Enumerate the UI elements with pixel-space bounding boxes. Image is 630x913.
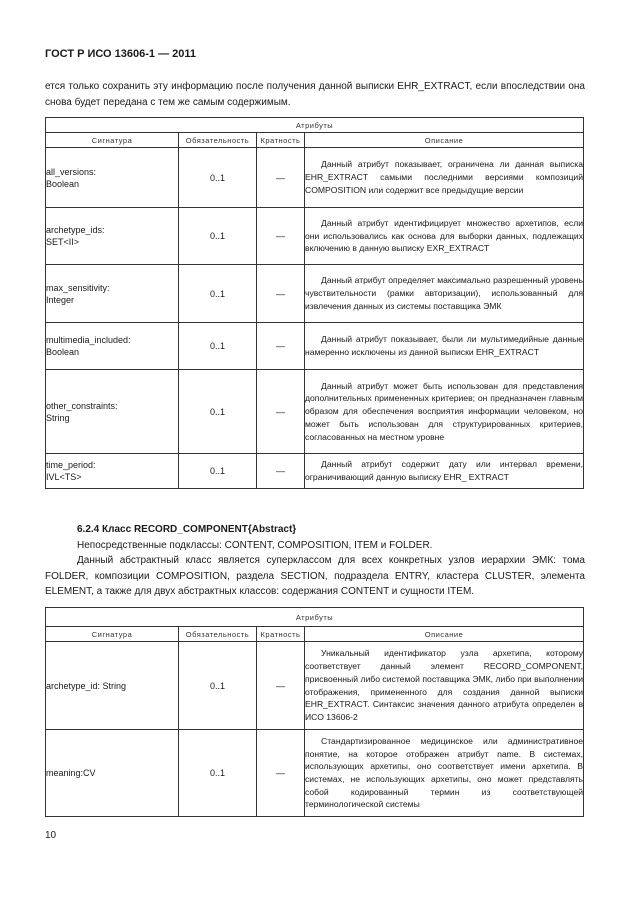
cardinality-cell: — [257, 323, 305, 370]
signature-cell: meaning:CV [46, 730, 179, 817]
table-row [46, 323, 584, 370]
signature-cell: other_constraints: String [46, 370, 179, 454]
signature-cell: multimedia_included: Boolean [46, 323, 179, 370]
description-cell: Данный атрибут может быть использован для представления дополнительных примененных критериев; он предназначен главным образом для обеспечения восприятия информации человеком, но может быть использован для структурированных критериев, согласованных на местном уровне [305, 370, 584, 454]
multiplicity-cell: 0..1 [179, 148, 257, 208]
attributes-table-record-component [45, 607, 584, 817]
multiplicity-cell: 0..1 [179, 730, 257, 817]
attributes-table-extract [45, 117, 584, 489]
multiplicity-cell: 0..1 [179, 323, 257, 370]
cardinality-cell: — [257, 208, 305, 265]
description-cell: Данный атрибут показывает, ограничена ли данная выписка EHR_EXTRACT самыми последними версиями композиций COMPOSITION или содержит все предыдущие версии [305, 148, 584, 208]
description-cell: Данный атрибут определяет максимально разрешенный уровень чувствительности (рамки авторизации), использованный для извлечения данных из системы поставщика ЭМК [305, 265, 584, 323]
table-row [46, 208, 584, 265]
table-row [46, 454, 584, 489]
column-header-multiplicity: Обязательность [179, 133, 257, 148]
cardinality-cell: — [257, 454, 305, 489]
description-cell: Стандартизированное медицинское или административное понятие, на которое отображен атрибут name. В системах, использующих архетипы, оно соответствует имени архетипа. В системах, не использующих архетипы, оно может представлять собой кодированный термин из соответствующей терминологической системы [305, 730, 584, 817]
multiplicity-cell: 0..1 [179, 265, 257, 323]
cardinality-cell: — [257, 148, 305, 208]
description-cell: Данный атрибут идентифицирует множество архетипов, если они использовались как основа для выборки данных, подлежащих включению в данную выписку EXR_EXTRACT [305, 208, 584, 265]
table-row [46, 265, 584, 323]
section-body: Данный абстрактный класс является суперклассом для всех конкретных узлов иерархии ЭМК: тома FOLDER, композиции COMPOSITION, раздела SECTION, подраздела ENTRY, кластера CLUSTER, элемента ELEMENT, а также для двух абстрактных классов: содержания CONTENT и сущности ITEM. [45, 555, 585, 597]
signature-cell: time_period: IVL<TS> [46, 454, 179, 489]
intro-paragraph: ется только сохранить эту информацию после получения данной выписки EHR_EXTRACT, если впоследствии она снова будет передана с тем же самым содержимым. [45, 81, 585, 108]
cardinality-cell: — [257, 265, 305, 323]
description-cell: Данный атрибут показывает, были ли мультимедийные данные намеренно исключены из данной выписки EHR_EXTRACT [305, 323, 584, 370]
cardinality-cell: — [257, 370, 305, 454]
cardinality-cell: — [257, 642, 305, 730]
section-6-2-4 [45, 522, 585, 600]
document-header: ГОСТ Р ИСО 13606-1 — 2011 [45, 48, 197, 60]
description-cell: Данный атрибут содержит дату или интервал времени, ограничивающий данную выписку EHR_ EXTRACT [305, 454, 584, 489]
column-header-cardinality: Кратность [257, 133, 305, 148]
table-row [46, 370, 584, 454]
table-caption: Атрибуты [46, 118, 584, 133]
page-number: 10 [45, 830, 57, 841]
signature-cell: max_sensitivity: Integer [46, 265, 179, 323]
table-caption: Атрибуты [46, 608, 584, 627]
table-row [46, 730, 584, 817]
column-header-signature: Сигнатура [46, 133, 179, 148]
signature-cell: archetype_ids: SET<II> [46, 208, 179, 265]
table-row [46, 148, 584, 208]
signature-cell: archetype_id: String [46, 642, 179, 730]
signature-cell: all_versions: Boolean [46, 148, 179, 208]
section-subclasses: Непосредственные подклассы: CONTENT, COMPOSITION, ITEM и FOLDER. [77, 539, 433, 551]
multiplicity-cell: 0..1 [179, 642, 257, 730]
cardinality-cell: — [257, 730, 305, 817]
column-header-signature: Сигнатура [46, 627, 179, 642]
table-row [46, 642, 584, 730]
description-cell: Уникальный идентификатор узла архетипа, которому соответствует данный элемент RECORD_COMPONENT, присвоенный либо системой поставщика ЭМК, либо при выполнении отображения, примененного для создания данной выписки EHR_EXTRACT. Синтаксис значения данного атрибута определен в ИСО 13606-2 [305, 642, 584, 730]
column-header-multiplicity: Обязательность [179, 627, 257, 642]
column-header-description: Описание [305, 627, 584, 642]
multiplicity-cell: 0..1 [179, 208, 257, 265]
section-heading: 6.2.4 Класс RECORD_COMPONENT{Abstract} [77, 524, 297, 535]
column-header-cardinality: Кратность [257, 627, 305, 642]
column-header-description: Описание [305, 133, 584, 148]
multiplicity-cell: 0..1 [179, 454, 257, 489]
multiplicity-cell: 0..1 [179, 370, 257, 454]
